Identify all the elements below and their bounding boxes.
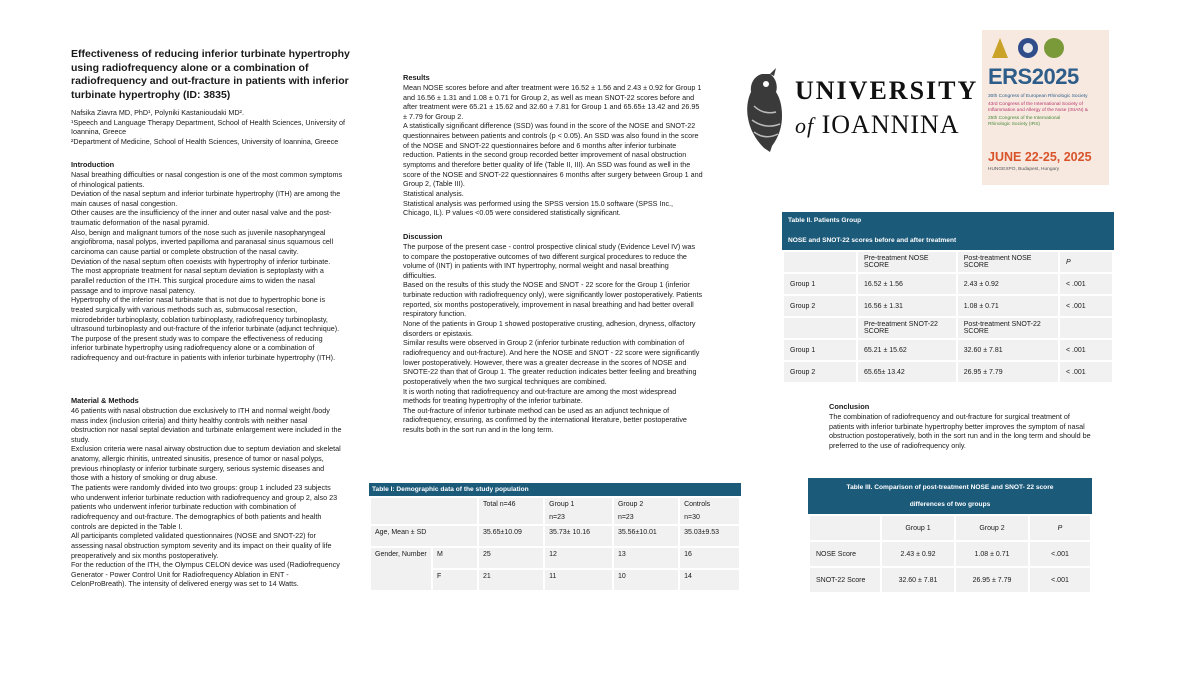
table-cell: Pre-treatment NOSE SCORE <box>857 251 957 273</box>
table-cell: Group 2 <box>783 295 857 317</box>
society-emblems-icon <box>990 36 1070 62</box>
table-cell: Group 1 <box>783 339 857 361</box>
paragraph: It is worth noting that radiofrequency and out-fracture are among the most widespread methods for treating hypertrophy of the inferior turbinate. <box>403 386 677 406</box>
table-subtitle: differences of two groups <box>808 493 1092 514</box>
table-cell: 32.60 ± 7.81 <box>957 339 1059 361</box>
table-cell: Pre-treatment SNOT-22 SCORE <box>857 317 957 339</box>
paragraph: All participants completed validated questionnaires (NOSE and SNOT-22) for assessing nasal obstruction symptom severity and its impact on their quality of life preoperatively and six months postoperatively. <box>71 531 332 560</box>
table-row <box>783 339 1113 361</box>
table-cell: M <box>432 547 478 569</box>
table-title: Table II. Patients Group <box>782 212 1114 227</box>
results-heading: Results <box>403 73 430 82</box>
table-row <box>370 547 740 569</box>
paragraph: The out-fracture of inferior turbinate method can be used as an adjunct technique of radiofrequency, ensuring, as confirmed by the international literature, better postoperative results both in the sort run and in the long term. <box>403 405 687 435</box>
table-cell: P <box>1059 251 1113 273</box>
table-cell: 13 <box>613 547 679 569</box>
paragraph: Deviation of the nasal septum and inferior turbinate hypertrophy (ITH) are among the main causes of nasal congestion. <box>71 189 341 208</box>
table-row <box>783 251 1113 273</box>
paragraph: Mean NOSE scores before and after treatment were 16.52 ± 1.56 and 2.43 ± 0.92 for Group 1 and 16.56 ± 1.31 and 1.08 ± 0.71 for Group 2, as well as mean SNOT-22 scores before and after treatment were 65.21 ± 15.62 and 32.60 ± 7.81 for Group 1 and 65.65± 13.42 and 26.95 ± 7.79 for Group 2. <box>403 82 702 121</box>
table-cell: Post-treatment NOSE SCORE <box>957 251 1059 273</box>
table-cell: P <box>1029 515 1091 541</box>
paragraph: Statistical analysis. <box>403 188 464 198</box>
logo-ioannina: IOANNINA <box>821 110 960 139</box>
table-cell: Group 1 <box>881 515 955 541</box>
results-section <box>403 73 703 218</box>
introduction-heading: Introduction <box>71 160 115 169</box>
ers-line-2: 43rd Congress of the International Society of <box>988 102 1083 107</box>
methods-heading: Material & Methods <box>71 396 139 405</box>
table-cell: 2.43 ± 0.92 <box>881 541 955 567</box>
table-cell: 35.65±10.09 <box>478 525 544 547</box>
university-logo <box>740 66 979 166</box>
paragraph: Exclusion criteria were nasal airway obstruction due to septum deviation and skeletal anatomy, allergic rhinitis, untreated sinusitis, presence of tumor or nasal polyps, previous rhinoplasty or inferior turbinate surgery, serious systemic diseases and those with a history of smoking or drug abuse. <box>71 444 341 483</box>
paragraph: The patients were randomly divided into two groups: group 1 included 23 subjects who underwent inferior turbinate reduction with radiofrequency and group 2, also 23 patients who underwent inferior turbinate reduction with combination of radiofrequency and out-fracture. The demographics of both patients and health controls are depicted in the Table I. <box>71 483 338 531</box>
table-cell: 1.08 ± 0.71 <box>957 295 1059 317</box>
table-cell: <.001 <box>1029 567 1091 593</box>
table-cell: Group 1 <box>783 273 857 295</box>
table-cell <box>613 497 679 525</box>
logo-line-2 <box>795 110 960 140</box>
paragraph: 46 patients with nasal obstruction due exclusively to ITH and normal weight /body mass index (inclusion criteria) and thirty healthy controls with neither nasal obstruction nor nasal septal deviation and turbinate enlargement were included in the study. <box>71 405 342 444</box>
table-row <box>783 361 1113 383</box>
table-row <box>809 541 1091 567</box>
table-cell: 26.95 ± 7.79 <box>957 361 1059 383</box>
paragraph: For the reduction of the ITH, the Olympus CELON device was used (Radiofrequency Generator - Power Control Unit for Radiofrequency Ablation in ENT - CelonProBreath). The intensity of delivered energy was set to 14 Watts. <box>71 560 340 589</box>
ers-line-4: 25th Congress of the International <box>988 116 1061 121</box>
paragraph: Hypertrophy of the inferior nasal turbinate that is not due to hypertrophic bone is treated surgically with various methods such as, submucosal resection, microdebrider turbinoplasty, coblation turbinoplasty, radiofrequency turbinoplasty, ultrasound turbinoplasty and out-fracture of the inferior turbinate (adjunct technique). <box>71 295 340 334</box>
column-header-n: n=23 <box>549 514 565 521</box>
conclusion-section <box>829 402 1094 450</box>
table-row <box>783 273 1113 295</box>
poster-title: Effectiveness of reducing inferior turbinate hypertrophy using radiofrequency alone or a combination of radiofrequency and out-fracture in patients with inferior turbinate hypertrophy (ID: 3835) <box>71 48 350 101</box>
table-title: Table III. Comparison of post-treatment NOSE and SNOT- 22 score <box>808 478 1092 493</box>
table-demographics <box>369 483 741 592</box>
table-cell: Group 2 <box>955 515 1029 541</box>
table-cell: 11 <box>544 569 613 591</box>
table-cell: Post-treatment SNOT-22 SCORE <box>957 317 1059 339</box>
table-title: Table I: Demographic data of the study population <box>369 483 741 496</box>
ers-line-3: Inflammation and Allergy of the Nose (ISIAN) & <box>988 108 1088 113</box>
table-cell: 2.43 ± 0.92 <box>957 273 1059 295</box>
paragraph: Statistical analysis was performed using the SPSS version 15.0 software (SPSS Inc., Chicago, IL). P values <0.05 were considered statistically significant. <box>403 198 674 218</box>
column-header: Group 1 <box>549 501 575 508</box>
discussion-section <box>403 232 703 435</box>
table-cell: NOSE Score <box>809 541 881 567</box>
table-cell: 26.95 ± 7.79 <box>955 567 1029 593</box>
table-cell: SNOT-22 Score <box>809 567 881 593</box>
table-cell: 35.73± 10.16 <box>544 525 613 547</box>
table-cell: 16 <box>679 547 740 569</box>
table-cell: F <box>432 569 478 591</box>
table-row <box>370 525 740 547</box>
paragraph: None of the patients in Group 1 showed postoperative crusting, adhesion, dryness, olfactory disorders or epistaxis. <box>403 319 696 338</box>
author-block <box>71 108 356 147</box>
affiliation-2: ²Department of Medicine, School of Health Sciences, University of Ioannina, Greece <box>71 137 339 147</box>
table-cell: 32.60 ± 7.81 <box>881 567 955 593</box>
logo-line-1: UNIVERSITY <box>795 76 979 105</box>
table-cell <box>783 251 857 273</box>
table-row <box>370 497 740 525</box>
table-cell: Age, Mean ± SD <box>370 525 478 547</box>
table-cell: Gender, Number <box>370 547 432 591</box>
table-row <box>783 295 1113 317</box>
ers-date: JUNE 22-25, 2025 <box>988 150 1092 164</box>
table-row <box>809 515 1091 541</box>
owl-emblem-icon <box>740 66 792 156</box>
table-cell <box>783 317 857 339</box>
ers-venue: HUNGEXPO, Budapest, Hungary <box>988 167 1060 172</box>
methods-section <box>71 396 343 589</box>
table-cell <box>544 497 613 525</box>
table-cell: 21 <box>478 569 544 591</box>
table-cell: Group 2 <box>783 361 857 383</box>
table-cell: 12 <box>544 547 613 569</box>
table-cell <box>1059 317 1113 339</box>
affiliation-1: ¹Speech and Language Therapy Department, School of Health Sciences, University of Ioannina, Greece <box>71 117 345 137</box>
table-cell: < .001 <box>1059 295 1113 317</box>
table-cell: 16.56 ± 1.31 <box>857 295 957 317</box>
table-row <box>783 317 1113 339</box>
paragraph: A statistically significant difference (SSD) was found in the score of the NOSE and SNOT-22 questionnaires between patients and controls (p < 0.05). An SSD was also found in the score of the NOSE and SNOT-22 questionnaires before and 6 months after inferior turbinate reduction. Patients in the second group recorded better improvement of nasal obstruction symptoms and therefore better quality of life (Table II, III). An SSD was found as well in the score of the NOSE and SNOT-22 questionnaires 6 months after surgery between Group 1 and Group 2, (Table III). <box>403 121 703 189</box>
table-cell: < .001 <box>1059 273 1113 295</box>
table-cell: < .001 <box>1059 361 1113 383</box>
paragraph: Based on the results of this study the NOSE and SNOT - 22 score for the Group 1 (inferior turbinate reduction with radiofrequency only), were significantly lower postoperatively. Patients reported, six months postoperatively, improvement in nasal breathing and had better overall respiratory function. <box>403 280 703 319</box>
table-cell: <.001 <box>1029 541 1091 567</box>
table-cell: 1.08 ± 0.71 <box>955 541 1029 567</box>
table-cell: 35.56±10.01 <box>613 525 679 547</box>
table-cell: 25 <box>478 547 544 569</box>
table-cell: 14 <box>679 569 740 591</box>
ers-congress-logo <box>982 30 1109 185</box>
table-cell <box>809 515 881 541</box>
paragraph: Other causes are the insufficiency of the inner and outer nasal valve and the post-traumatic deformation of the nasal pyramid. <box>71 208 332 228</box>
table-cell <box>679 497 740 525</box>
table-patient-scores <box>782 212 1114 384</box>
ers-line-1: 30th Congress of European Rhinologic Society <box>988 94 1088 99</box>
author-names: Nafsika Ziavra MD, PhD¹, Polyniki Kastanioudaki MD². <box>71 108 244 117</box>
column-header-n: n=30 <box>684 514 700 521</box>
table-row <box>809 567 1091 593</box>
ers-line-5: Rhinologic Society (IRS) <box>988 122 1040 127</box>
table-subtitle: NOSE and SNOT-22 scores before and after treatment <box>782 227 1114 250</box>
column-header: Group 2 <box>617 501 644 508</box>
introduction-section <box>71 160 343 363</box>
table-cell: 16.52 ± 1.56 <box>857 273 957 295</box>
conclusion-heading: Conclusion <box>829 402 870 411</box>
paragraph: The purpose of the present study was to compare the effectiveness of reducing inferior turbinate hypertrophy using radiofrequency alone or a combination of radiofrequency and out-fracture in patients with inferior turbinate hypertrophy (ITH). <box>71 333 336 363</box>
paragraph: The purpose of the present case - control prospective clinical study (Evidence Level IV) was to compare the postoperative outcomes of two different surgical procedures to reduce the volume of (INT) in patients with INT hypertrophy, normal weight and nasal breathing difficulties. <box>403 241 696 280</box>
discussion-heading: Discussion <box>403 232 443 241</box>
table-cell: Total n=46 <box>478 497 544 525</box>
table-post-comparison <box>808 478 1092 594</box>
paragraph: Also, benign and malignant tumors of the nose such as juvenile nasopharyngeal angiofibroma, nasal polyps, inverted papilloma and paranasal sinus squamous cell carcinoma can cause partial or complete obstruction of the nasal cavity. <box>71 227 334 257</box>
paragraph: Deviation of the nasal septum often coexists with hypertrophy of inferior turbinate. The most appropriate treatment for nasal septum deviation is septoplasty with a parallel reduction of the ITH. This surgical procedure aims to widen the nasal passage and to improve nasal patency. <box>71 256 331 295</box>
ers-title: ERS2025 <box>988 64 1079 89</box>
table-cell: 35.03±9.53 <box>679 525 740 547</box>
table-cell <box>370 497 478 525</box>
paragraph: Nasal breathing difficulties or nasal congestion is one of the most common symptoms of rhinological patients. <box>71 169 343 189</box>
conclusion-text: The combination of radiofrequency and out-fracture for surgical treatment of patients with inferior turbinate hypertrophy better improves the symptom of nasal obstruction postoperatively, both in the sort run and in the long term and should be preferred to the use of radiofrequency only. <box>829 411 1091 450</box>
table-cell: < .001 <box>1059 339 1113 361</box>
table-cell: 65.65± 13.42 <box>857 361 957 383</box>
table-cell: 10 <box>613 569 679 591</box>
table-cell: 65.21 ± 15.62 <box>857 339 957 361</box>
logo-of: of <box>795 113 815 138</box>
column-header: Controls <box>684 501 711 508</box>
paragraph: Similar results were observed in Group 2 (inferior turbinate reduction with combination of radiofrequency and out-fracture). And here the NOSE and SNOT - 22 score were significantly lower postoperatively. However, there was a greater decrease in the scores of NOSE and SNOTE-22 than that of Group 1. The greater reduction indicates better feeling and breathing postoperatively when the two surgical techniques are combined. <box>403 338 700 386</box>
column-header-n: n=23 <box>617 514 634 521</box>
